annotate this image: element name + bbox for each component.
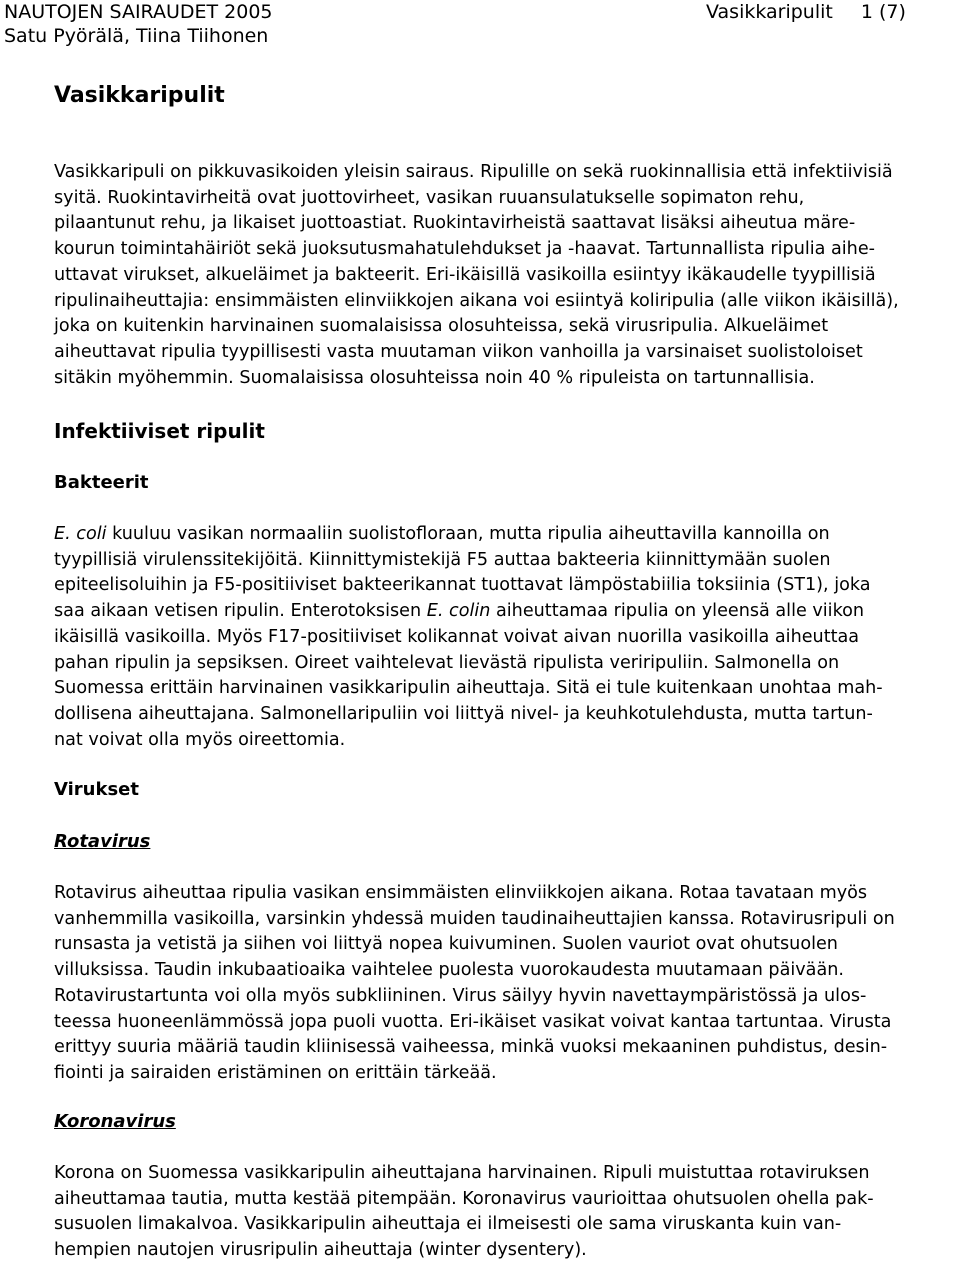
text-line: aiheuttamaa tautia, mutta kestää pitempään. Koronavirus vaurioittaa ohutsuolen ohella pak- (54, 1188, 874, 1209)
section-heading-coronavirus: Koronavirus (54, 1111, 176, 1132)
section-heading-rotavirus: Rotavirus (54, 831, 151, 852)
header-doc-info (706, 0, 906, 24)
text-line: pahan ripulin ja sepsiksen. Oireet vaihtelevat lievästä ripulista veriripuliin. Salmonella on (54, 652, 840, 673)
text-line: villuksissa. Taudin inkubaatioaika vaihtelee puolesta vuorokaudesta muutamaan päivään. (54, 960, 844, 981)
header-authors: Satu Pyörälä, Tiina Tiihonen (4, 25, 269, 47)
text-line: nat voivat olla myös oireettomia. (54, 729, 346, 750)
text-line: epiteelisoluihin ja F5-positiiviset bakteerikannat tuottavat lämpöstabiilia toksiinia (ST1), joka (54, 575, 871, 596)
text-line: dollisena aiheuttajana. Salmonellaripuliin voi liittyä nivel- ja keuhkotulehdusta, mutta tartun- (54, 703, 873, 724)
text-line: fiointi ja sairaiden eristäminen on erittäin tärkeää. (54, 1062, 497, 1083)
text-line: joka on kuitenkin harvinainen suomalaisissa olosuhteissa, sekä virusripulia. Alkueläimet (54, 316, 829, 337)
text-span: kuuluu vasikan normaaliin suolistofloraan, mutta ripulia aiheuttavilla kannoilla on (106, 524, 830, 544)
text-line: Rotavirustartunta voi olla myös subkliininen. Virus säilyy hyvin navettaympäristössä ja ulos- (54, 985, 867, 1006)
italic-term: E. coli (54, 524, 107, 544)
text-line (54, 599, 934, 625)
text-line: syitä. Ruokintavirheitä ovat juottovirheet, vasikan ruuansulatukselle sopimaton rehu, (54, 187, 805, 208)
text-line: tyypillisiä virulenssitekijöitä. Kiinnittymistekijä F5 auttaa bakteeria kiinnittymään suolen (54, 549, 831, 570)
text-line: hempien nautojen virusripulin aiheuttaja (winter dysentery). (54, 1240, 587, 1261)
page-title: Vasikkaripulit (54, 83, 225, 108)
text-line: Rotavirus aiheuttaa ripulia vasikan ensimmäisten elinviikkojen aikana. Rotaa tavataan myös (54, 883, 868, 903)
text-line: teessa huoneenlämmössä jopa puoli vuotta. Eri-ikäiset vasikat voivat kantaa tartuntaa. Virusta (54, 1011, 892, 1032)
text-span: saa aikaan vetisen ripulin. Enterotoksisen (54, 601, 427, 622)
text-line: vanhemmilla vasikoilla, varsinkin yhdessä muiden taudinaiheuttajien kanssa. Rotavirusripuli on (54, 908, 895, 929)
text-line: Suomessa erittäin harvinainen vasikkaripulin aiheuttaja. Sitä ei tule kuitenkaan unohtaa mah- (54, 678, 883, 699)
section-heading-infective: Infektiiviset ripulit (54, 419, 265, 443)
text-line (54, 522, 934, 548)
text-span: aiheuttamaa ripulia on yleensä alle viikon (490, 601, 865, 622)
bacteria-paragraph (54, 522, 934, 753)
text-line: ripulinaiheuttajia: ensimmäisten elinviikkojen aikana voi esiintyä koliripulia (alle viikon ikäisillä), (54, 290, 899, 311)
text-line: Vasikkaripuli on pikkuvasikoiden yleisin sairaus. Ripulille on sekä ruokinnallisia että infektiivisiä (54, 162, 893, 182)
text-line: runsasta ja vetistä ja siihen voi liittyä nopea kuivuminen. Suolen vauriot ovat ohutsuolen (54, 934, 838, 955)
text-line: ikäisillä vasikoilla. Myös F17-positiiviset kolikannat voivat aivan nuorilla vasikoilla aiheuttaa (54, 626, 860, 647)
text-line: pilaantunut rehu, ja likaiset juottoastiat. Ruokintavirheistä saattavat lisäksi aiheutua märe- (54, 213, 856, 234)
coronavirus-paragraph (54, 1161, 934, 1264)
text-line: erittyy suuria määriä taudin kliinisessä vaiheessa, minkä vuoksi mekaaninen puhdistus, desin- (54, 1037, 888, 1058)
section-heading-bacteria: Bakteerit (54, 472, 149, 493)
text-line: kourun toimintahäiriöt sekä juoksutusmahatulehdukset ja -haavat. Tartunnallista ripulia aihe- (54, 239, 875, 260)
header-page-number: 1 (7) (860, 1, 906, 23)
text-line: sitäkin myöhemmin. Suomalaisissa olosuhteissa noin 40 % ripuleista on tartunnallisia. (54, 367, 815, 388)
text-line: susuolen limakalvoa. Vasikkaripulin aiheuttaja ei ilmeisesti ole sama viruskanta kuin van- (54, 1214, 842, 1235)
text-line: Korona on Suomessa vasikkaripulin aiheuttajana harvinainen. Ripuli muistuttaa rotaviruksen (54, 1163, 870, 1183)
header-doc-title: Vasikkaripulit (706, 1, 833, 23)
intro-paragraph (54, 160, 934, 391)
section-heading-virus: Virukset (54, 779, 139, 800)
header-series: NAUTOJEN SAIRAUDET 2005 (4, 1, 273, 23)
rotavirus-paragraph (54, 881, 934, 1087)
italic-term: E. colin (426, 601, 491, 622)
text-line: aiheuttavat ripulia tyypillisesti vasta muutaman viikon vanhoilla ja varsinaiset suolistoloiset (54, 341, 863, 362)
text-line: uttavat virukset, alkueläimet ja bakteerit. Eri-ikäisillä vasikoilla esiintyy ikäkaudelle tyypillisiä (54, 264, 876, 285)
